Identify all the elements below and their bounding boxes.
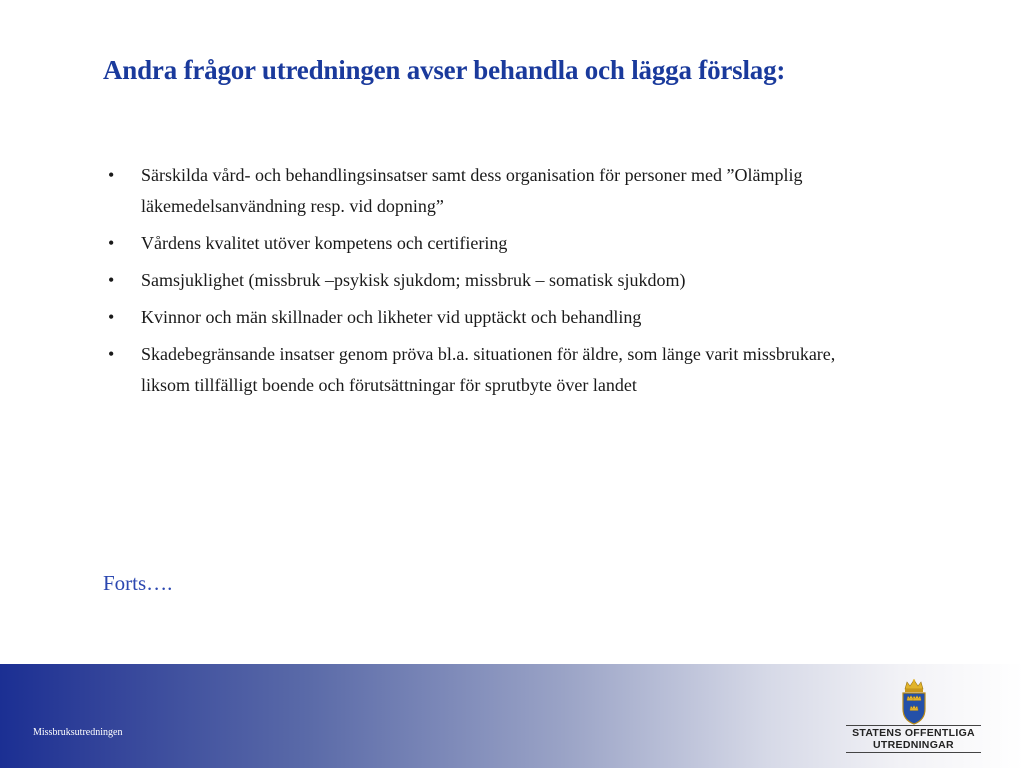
bullet-text: Kvinnor och män skillnader och likheter vid upptäckt och behandling: [141, 307, 642, 327]
bullet-marker: •: [108, 233, 115, 253]
bullet-item: [108, 160, 878, 222]
bullet-text: Skadebegränsande insatser genom pröva bl.a. situationen för äldre, som länge varit missbrukare, liksom tillfälligt boende och förutsättningar för sprutbyte över landet: [141, 344, 836, 395]
bullet-text: Särskilda vård- och behandlingsinsatser samt dess organisation för personer med ”Olämplig läkemedelsanvändning resp. vid dopning”: [141, 165, 803, 216]
bullet-marker: •: [108, 344, 115, 364]
bullet-marker: •: [108, 307, 115, 327]
bullet-marker: •: [108, 165, 115, 185]
sou-logo: [846, 678, 981, 754]
bullet-item: [108, 339, 878, 401]
bullet-item: [108, 302, 878, 333]
logo-text-line2: UTREDNINGAR: [873, 739, 954, 751]
bullet-marker: •: [108, 270, 115, 290]
logo-text-line1: STATENS OFFENTLIGA: [852, 727, 975, 739]
bullet-text: Vårdens kvalitet utöver kompetens och certifiering: [141, 233, 508, 253]
bullet-list: [108, 160, 878, 407]
bullet-text: Samsjuklighet (missbruk –psykisk sjukdom; missbruk – somatisk sjukdom): [141, 270, 686, 290]
continuation-text: Forts….: [103, 571, 173, 595]
bullet-item: [108, 265, 878, 296]
slide-title: Andra frågor utredningen avser behandla och lägga förslag:: [103, 55, 786, 85]
bullet-item: [108, 228, 878, 259]
footer-label: Missbruksutredningen: [33, 727, 123, 738]
logo-bottom-rule: [846, 752, 981, 753]
logo-top-rule: [846, 725, 981, 726]
three-crowns-crest-icon: [898, 678, 930, 726]
